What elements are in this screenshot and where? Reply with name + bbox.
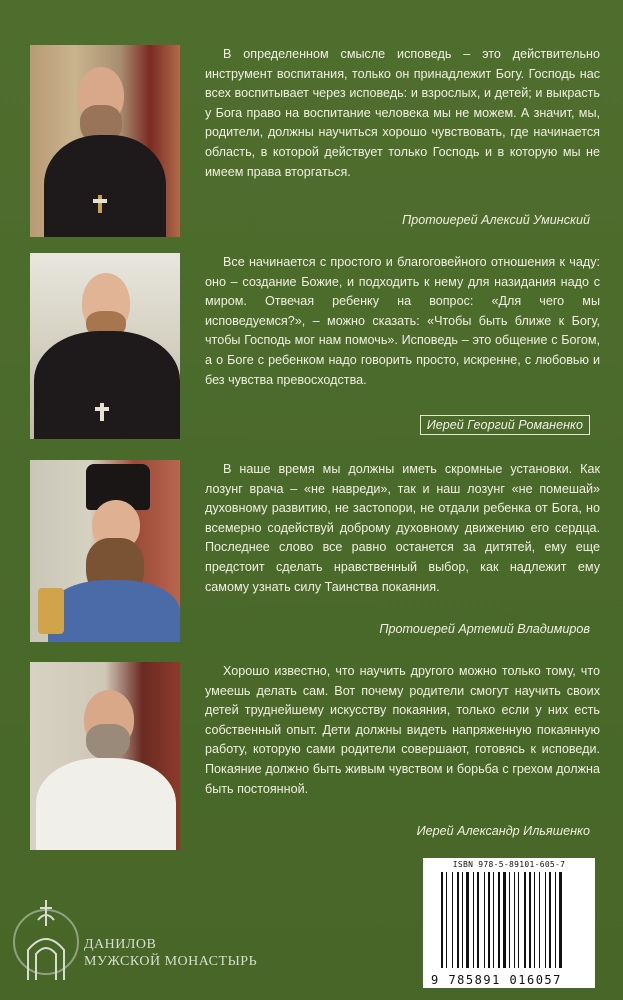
isbn-label: ISBN 978-5-89101-605-7 — [452, 860, 566, 869]
quote-author: Протоиерей Артемий Владимиров — [379, 622, 590, 636]
portrait-photo-2 — [30, 253, 180, 439]
barcode-bar — [509, 872, 510, 968]
barcode-bar — [457, 872, 459, 968]
barcode-bar — [462, 872, 463, 968]
quote-block-1 — [30, 45, 600, 245]
barcode-bar — [555, 872, 556, 968]
quote-text: В наше время мы должны иметь скромные установки. Как лозунг врача – «не навреди», так и наш лозунг «не помешай» духовному развитию, не застопори, не отдали ребенка от Бога, но всемерно содействуй доброму духовному движению его сердца. Последнее слово все равно останется за дитятей, ему еще предстоит сделать нравственный выбор, как надлежит ему самому узнать силу Таинства покаяния. — [205, 462, 600, 594]
quote-block-3 — [30, 460, 600, 650]
barcode-bar — [446, 872, 447, 968]
barcode-bar — [441, 872, 443, 968]
barcode-bars — [441, 872, 587, 968]
barcode-bar — [477, 872, 479, 968]
barcode-bar — [518, 872, 519, 968]
barcode-bar — [484, 872, 485, 968]
barcode-bar — [545, 872, 546, 968]
quote-author: Протоиерей Алексий Уминский — [402, 213, 590, 227]
portrait-photo-3 — [30, 460, 180, 642]
quote-text: В определенном смысле исповедь – это действительно инструмент воспитания, только он принадлежит Богу. Господь нас всех воспитывает через исповедь: и взрослых, и детей; и выкрасть у Бога право на воспитание человека мы не можем. А значит, мы, родители, должны научиться хорошо чувствовать, где начинается область, в которой действует только Господь и в которую мы не имеем права вторгаться. — [205, 47, 600, 179]
barcode-bar — [529, 872, 531, 968]
barcode-bar — [539, 872, 540, 968]
quote-author: Иерей Георгий Романенко — [420, 415, 590, 435]
publisher-logo — [6, 880, 326, 990]
monastery-emblem-icon — [6, 880, 86, 990]
portrait-photo-4 — [30, 662, 180, 850]
quote-text: Хорошо известно, что научить другого можно только тому, что умеешь делать сам. Вот почему родители смогут научить своих детей труднейшему искусству покаяния, только если у них есть собственный опыт. Дети должны видеть напряженную покаянную работу, которую сами родители совершают, готовясь к исповеди. Покаяние должно быть живым чувством и борьба с грехом должна быть постоянной. — [205, 664, 600, 796]
barcode-bar — [488, 872, 490, 968]
barcode-bar — [559, 872, 562, 968]
barcode-bar — [452, 872, 453, 968]
barcode-bar — [549, 872, 551, 968]
ean-number: 9 785891 016057 — [431, 973, 562, 987]
barcode-bar — [493, 872, 494, 968]
barcode-bar — [503, 872, 506, 968]
barcode-bar — [534, 872, 535, 968]
quote-author: Иерей Александр Ильяшенко — [416, 824, 590, 838]
barcode-bar — [498, 872, 500, 968]
publisher-name: ДАНИЛОВ МУЖСКОЙ МОНАСТЫРЬ — [84, 937, 258, 969]
quote-text: Все начинается с простого и благоговейного отношения к чаду: оно – создание Божие, и подходить к нему для назидания надо с миром. Отвечая ребенку на вопрос: «Для чего мы исповедуемся?», – можно сказать: «Чтобы быть ближе к Богу, чтобы Господь мог нам помочь». Исповедь – это общение с Богом, а о Боге с ребенком надо говорить просто, искренне, с любовью и без чувства превосходства. — [205, 255, 600, 387]
portrait-photo-1 — [30, 45, 180, 237]
barcode-bar — [514, 872, 515, 968]
quote-block-4 — [30, 662, 600, 862]
barcode-bar — [466, 872, 469, 968]
quote-block-2 — [30, 253, 600, 453]
barcode-bar — [524, 872, 526, 968]
isbn-barcode — [423, 858, 595, 988]
barcode-bar — [473, 872, 474, 968]
